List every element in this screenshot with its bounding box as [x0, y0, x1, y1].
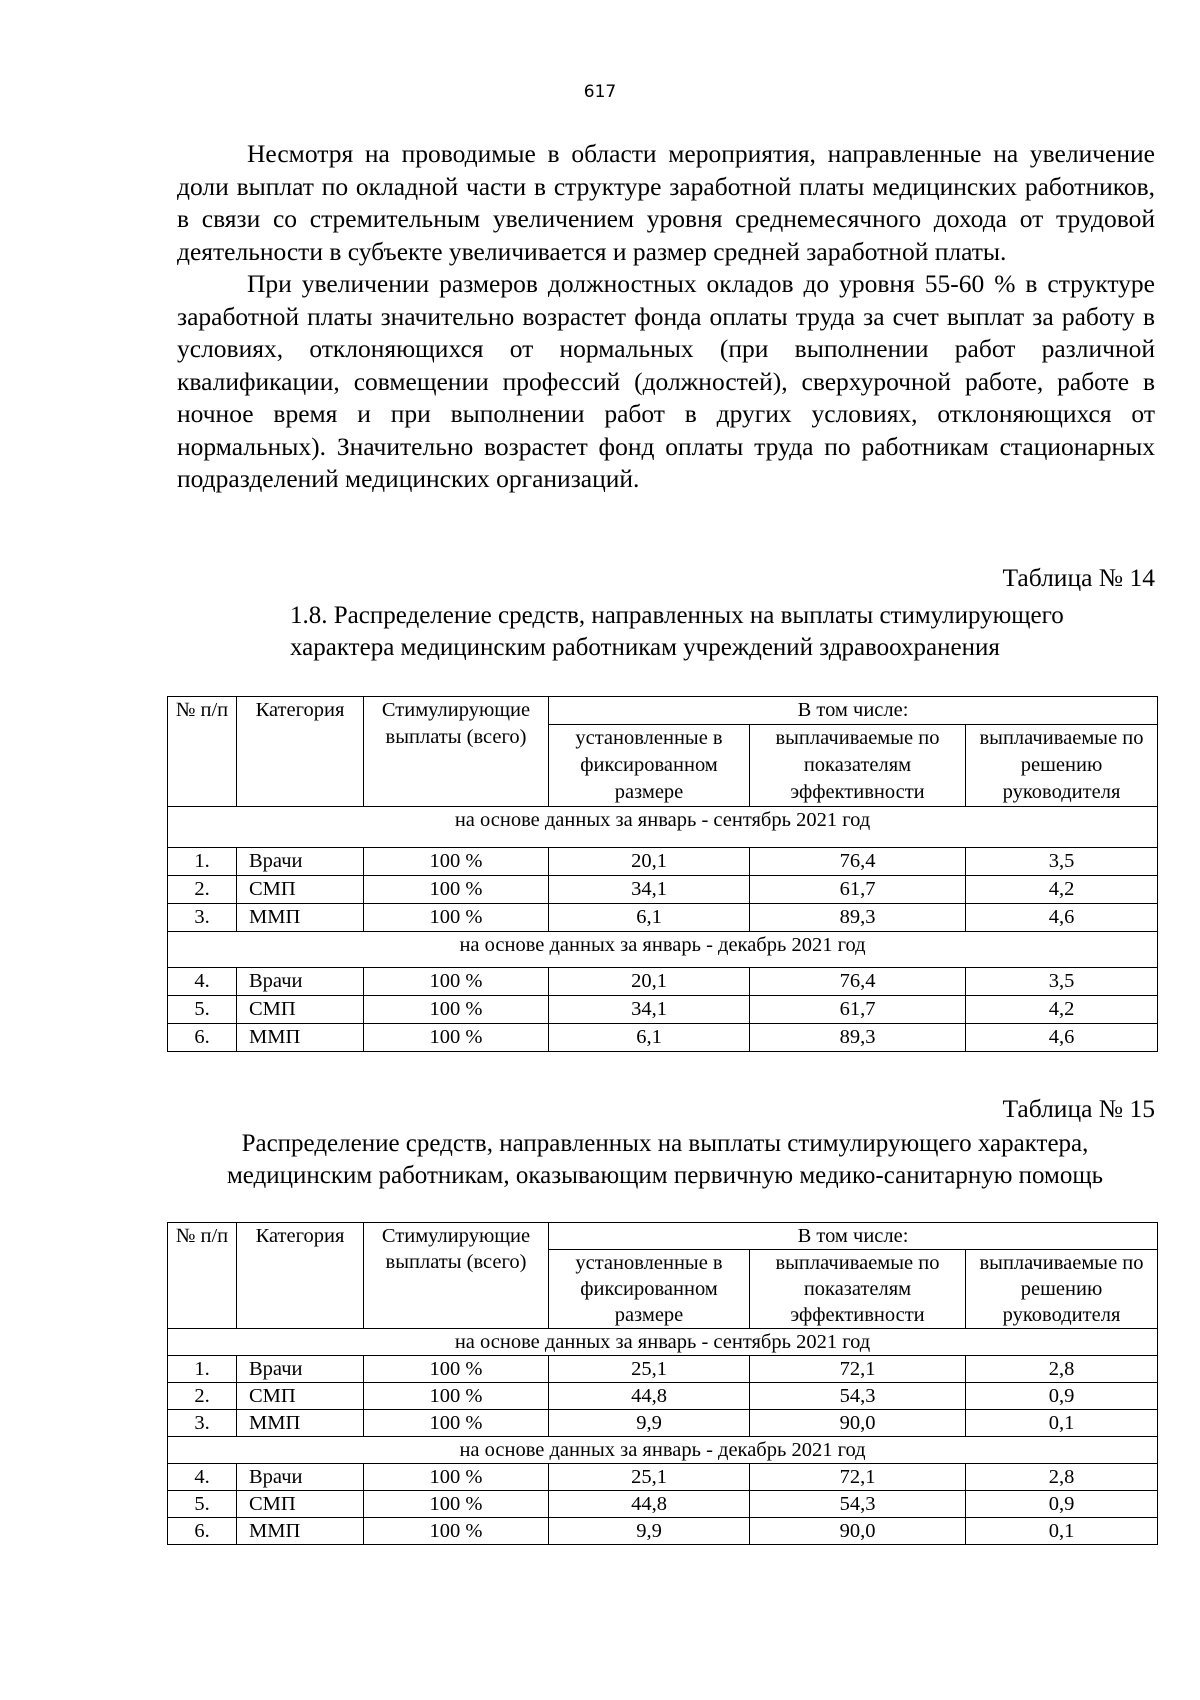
cell-efficiency: 72,1	[750, 1356, 966, 1383]
cell-num: 4.	[168, 1464, 237, 1491]
section-label: на основе данных за январь - сентябрь 2021 год	[168, 1329, 1158, 1356]
header-category: Категория	[237, 697, 364, 807]
cell-total: 100 %	[364, 1410, 549, 1437]
cell-total: 100 %	[364, 1491, 549, 1518]
cell-manager: 2,8	[966, 1356, 1158, 1383]
cell-total: 100 %	[364, 848, 549, 876]
table-row	[168, 1383, 1158, 1410]
cell-num: 2.	[168, 1383, 237, 1410]
table-14	[167, 696, 1158, 1052]
cell-efficiency: 54,3	[750, 1383, 966, 1410]
cell-total: 100 %	[364, 1383, 549, 1410]
table-row	[168, 968, 1158, 996]
paragraph-1: Несмотря на проводимые в области мероприятия, направленные на увеличение доли выплат по окладной части в структуре заработной платы медицинских работников, в связи со стремительным увеличением уровня среднемесячного дохода от трудовой деятельности в субъекте увеличивается и размер средней заработной платы.	[177, 139, 1155, 266]
section-label: на основе данных за январь - декабрь 2021 год	[168, 932, 1158, 968]
table-15-title-line-1: Распределение средств, направленных на выплаты стимулирующего характера,	[241, 1130, 1089, 1157]
cell-fixed: 20,1	[549, 848, 750, 876]
cell-efficiency: 61,7	[750, 876, 966, 904]
body-text	[177, 138, 1155, 496]
cell-fixed: 6,1	[549, 1024, 750, 1052]
cell-manager: 4,2	[966, 876, 1158, 904]
cell-manager: 0,9	[966, 1491, 1158, 1518]
cell-category: СМП	[237, 996, 364, 1024]
cell-total: 100 %	[364, 1356, 549, 1383]
table-14-label: Таблица № 14	[1002, 563, 1155, 592]
cell-total: 100 %	[364, 1464, 549, 1491]
cell-manager: 4,2	[966, 996, 1158, 1024]
table-row	[168, 996, 1158, 1024]
cell-category: Врачи	[237, 1464, 364, 1491]
header-num: № п/п	[168, 697, 237, 807]
header-manager: выплачиваемые по решению руководителя	[966, 1250, 1158, 1329]
cell-efficiency: 76,4	[750, 968, 966, 996]
table-14-title-line-1: 1.8. Распределение средств, направленных на выплаты стимулирующего	[290, 602, 1064, 629]
cell-category: Врачи	[237, 968, 364, 996]
cell-num: 5.	[168, 996, 237, 1024]
cell-category: ММП	[237, 1410, 364, 1437]
table-row	[168, 1356, 1158, 1383]
cell-category: Врачи	[237, 848, 364, 876]
header-total: Стимулирующие выплаты (всего)	[364, 697, 549, 807]
cell-category: СМП	[237, 876, 364, 904]
table-row	[168, 1410, 1158, 1437]
table-row	[168, 904, 1158, 932]
cell-category: СМП	[237, 1383, 364, 1410]
header-num: № п/п	[168, 1223, 237, 1329]
cell-fixed: 44,8	[549, 1491, 750, 1518]
header-category: Категория	[237, 1223, 364, 1329]
header-total: Стимулирующие выплаты (всего)	[364, 1223, 549, 1329]
cell-efficiency: 89,3	[750, 1024, 966, 1052]
cell-num: 6.	[168, 1518, 237, 1545]
cell-efficiency: 90,0	[750, 1410, 966, 1437]
cell-category: СМП	[237, 1491, 364, 1518]
cell-manager: 4,6	[966, 904, 1158, 932]
cell-fixed: 34,1	[549, 996, 750, 1024]
cell-fixed: 9,9	[549, 1518, 750, 1545]
cell-num: 3.	[168, 1410, 237, 1437]
table-row	[168, 876, 1158, 904]
table-15-title	[170, 1128, 1160, 1192]
cell-fixed: 20,1	[549, 968, 750, 996]
cell-category: ММП	[237, 1518, 364, 1545]
cell-category: ММП	[237, 1024, 364, 1052]
cell-category: Врачи	[237, 1356, 364, 1383]
cell-manager: 3,5	[966, 848, 1158, 876]
section-label: на основе данных за январь - декабрь 2021 год	[168, 1437, 1158, 1464]
cell-fixed: 34,1	[549, 876, 750, 904]
cell-total: 100 %	[364, 1518, 549, 1545]
cell-total: 100 %	[364, 1024, 549, 1052]
cell-efficiency: 76,4	[750, 848, 966, 876]
header-including: В том числе:	[549, 697, 1158, 725]
cell-manager: 3,5	[966, 968, 1158, 996]
cell-num: 2.	[168, 876, 237, 904]
table-14-title	[240, 600, 1160, 664]
section-label: на основе данных за январь - сентябрь 2021 год	[168, 807, 1158, 848]
cell-efficiency: 61,7	[750, 996, 966, 1024]
cell-total: 100 %	[364, 876, 549, 904]
cell-fixed: 6,1	[549, 904, 750, 932]
header-fixed: установленные в фиксированном размере	[549, 725, 750, 807]
cell-manager: 0,1	[966, 1518, 1158, 1545]
cell-efficiency: 90,0	[750, 1518, 966, 1545]
cell-total: 100 %	[364, 968, 549, 996]
page-number: 617	[583, 82, 617, 102]
cell-manager: 0,9	[966, 1383, 1158, 1410]
header-efficiency: выплачиваемые по показателям эффективности	[750, 1250, 966, 1329]
table-row	[168, 1464, 1158, 1491]
header-manager: выплачиваемые по решению руководителя	[966, 725, 1158, 807]
header-fixed: установленные в фиксированном размере	[549, 1250, 750, 1329]
cell-total: 100 %	[364, 996, 549, 1024]
cell-total: 100 %	[364, 904, 549, 932]
cell-num: 4.	[168, 968, 237, 996]
cell-fixed: 44,8	[549, 1383, 750, 1410]
header-efficiency: выплачиваемые по показателям эффективности	[750, 725, 966, 807]
cell-manager: 2,8	[966, 1464, 1158, 1491]
table-row	[168, 1024, 1158, 1052]
table-row	[168, 848, 1158, 876]
cell-efficiency: 54,3	[750, 1491, 966, 1518]
table-15	[167, 1222, 1158, 1545]
cell-efficiency: 72,1	[750, 1464, 966, 1491]
cell-num: 1.	[168, 848, 237, 876]
table-14-title-line-2: характера медицинским работникам учреждений здравоохранения	[290, 634, 1000, 661]
table-15-title-line-2: медицинским работникам, оказывающим первичную медико-санитарную помощь	[226, 1162, 1104, 1189]
table-row	[168, 1491, 1158, 1518]
cell-num: 6.	[168, 1024, 237, 1052]
cell-efficiency: 89,3	[750, 904, 966, 932]
cell-num: 5.	[168, 1491, 237, 1518]
table-15-label: Таблица № 15	[1002, 1094, 1155, 1123]
cell-num: 3.	[168, 904, 237, 932]
paragraph-2: При увеличении размеров должностных окладов до уровня 55-60 % в структуре заработной платы значительно возрастет фонда оплаты труда за счет выплат за работу в условиях, отклоняющихся от нормальных (при выполнении работ различной квалификации, совмещении профессий (должностей), сверхурочной работе, работе в ночное время и при выполнении работ в других условиях, отклоняющихся от нормальных). Значительно возрастет фонд оплаты труда по работникам стационарных подразделений медицинских организаций.	[177, 269, 1155, 493]
cell-num: 1.	[168, 1356, 237, 1383]
cell-fixed: 25,1	[549, 1356, 750, 1383]
cell-manager: 0,1	[966, 1410, 1158, 1437]
cell-fixed: 9,9	[549, 1410, 750, 1437]
table-row	[168, 1518, 1158, 1545]
header-including: В том числе:	[549, 1223, 1158, 1250]
cell-manager: 4,6	[966, 1024, 1158, 1052]
cell-category: ММП	[237, 904, 364, 932]
cell-fixed: 25,1	[549, 1464, 750, 1491]
